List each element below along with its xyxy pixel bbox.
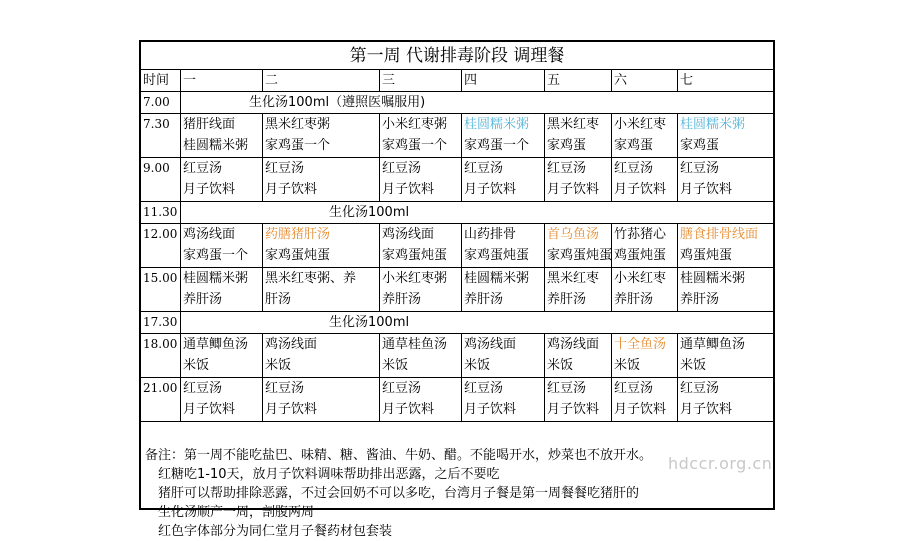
meal-line-main: 红豆汤 <box>265 381 305 396</box>
meal-line-main: 小米红枣粥 <box>382 271 448 286</box>
span-cell: 生化汤100ml <box>329 205 410 220</box>
meal-cell <box>263 158 380 201</box>
meal-line-sub: 米饭 <box>382 358 409 373</box>
schedule-row <box>141 224 773 268</box>
meal-line-main: 红豆汤 <box>547 381 587 396</box>
time-cell: 9.00 <box>141 158 181 201</box>
meal-line-main: 红豆汤 <box>183 381 223 396</box>
meal-cell <box>612 224 678 267</box>
meal-line-sub: 米饭 <box>614 358 641 373</box>
meal-line-main: 红豆汤 <box>680 381 720 396</box>
note-line: 红糖吃1-10天，放月子饮料调味帮助排出恶露，之后不要吃 <box>145 467 500 482</box>
meal-line-sub: 家鸡蛋一个 <box>464 138 530 153</box>
meal-line-sub: 月子饮料 <box>265 402 318 417</box>
meal-cell <box>545 378 612 421</box>
meal-cell <box>380 268 462 311</box>
schedule-row <box>141 158 773 202</box>
meal-cell <box>545 158 612 201</box>
meal-line-main: 药膳猪肝汤 <box>265 227 331 242</box>
meal-line-sub: 鸡蛋炖蛋 <box>680 248 733 263</box>
schedule-row <box>141 92 773 114</box>
meal-cell <box>678 334 775 377</box>
meal-line-main: 桂圆糯米粥 <box>183 271 249 286</box>
meal-line-sub: 肝汤 <box>265 292 292 307</box>
meal-cell <box>545 334 612 377</box>
meal-line-sub: 月子饮料 <box>680 182 733 197</box>
schedule-row <box>141 202 773 224</box>
meal-line-sub: 养肝汤 <box>680 292 720 307</box>
meal-line-sub: 养肝汤 <box>614 292 654 307</box>
note-line: 生化汤顺产一周，剖腹两周 <box>145 505 315 520</box>
meal-cell <box>678 224 775 267</box>
meal-cell <box>181 334 263 377</box>
meal-line-main: 鸡汤线面 <box>183 227 236 242</box>
meal-line-sub: 养肝汤 <box>547 292 587 307</box>
meal-cell <box>462 334 545 377</box>
schedule-row <box>141 114 773 158</box>
meal-cell <box>678 158 775 201</box>
meal-line-sub: 米饭 <box>265 358 292 373</box>
meal-line-sub: 养肝汤 <box>382 292 422 307</box>
time-cell: 11.30 <box>141 202 181 223</box>
meal-line-sub: 家鸡蛋 <box>614 138 654 153</box>
header-day: 二 <box>263 70 380 91</box>
meal-cell <box>545 114 612 157</box>
meal-line-main: 红豆汤 <box>547 161 587 176</box>
meal-cell <box>462 114 545 157</box>
meal-line-main: 红豆汤 <box>382 381 422 396</box>
meal-cell <box>263 378 380 421</box>
time-cell: 21.00 <box>141 378 181 421</box>
meal-line-main: 红豆汤 <box>614 161 654 176</box>
note-line: 备注：第一周不能吃盐巴、味精、糖、酱油、牛奶、醋。不能喝开水，炒菜也不放开水。 <box>145 448 653 463</box>
note-line: 猪肝可以帮助排除恶露，不过会回奶不可以多吃，台湾月子餐是第一周餐餐吃猪肝的 <box>145 486 640 501</box>
meal-line-main: 首乌鱼汤 <box>547 227 600 242</box>
meal-line-main: 鸡汤线面 <box>464 337 517 352</box>
meal-line-sub: 月子饮料 <box>547 182 600 197</box>
meal-line-sub: 家鸡蛋 <box>680 138 720 153</box>
meal-cell <box>380 224 462 267</box>
meal-line-main: 红豆汤 <box>614 381 654 396</box>
meal-cell <box>462 378 545 421</box>
meal-line-sub: 月子饮料 <box>183 402 236 417</box>
note-line: 红色字体部分为同仁堂月子餐药材包套装 <box>145 524 393 539</box>
meal-line-main: 鸡汤线面 <box>547 337 600 352</box>
meal-line-main: 黑米红枣粥、养 <box>265 271 357 286</box>
meal-cell <box>181 114 263 157</box>
watermark-text: hdccr.org.cn <box>668 454 773 473</box>
meal-cell <box>678 114 775 157</box>
meal-cell <box>181 268 263 311</box>
meal-line-main: 通草桂鱼汤 <box>382 337 448 352</box>
page-title: 第一周 代谢排毒阶段 调理餐 <box>141 42 773 70</box>
meal-line-main: 红豆汤 <box>464 381 504 396</box>
meal-line-sub: 家鸡蛋一个 <box>382 138 448 153</box>
meal-line-sub: 米饭 <box>547 358 574 373</box>
meal-line-main: 小米红枣 <box>614 271 667 286</box>
meal-line-sub: 家鸡蛋炖蛋 <box>382 248 448 263</box>
meal-line-sub: 家鸡蛋炖蛋 <box>265 248 331 263</box>
header-day: 七 <box>680 73 694 88</box>
meal-cell <box>462 268 545 311</box>
meal-line-main: 通草鲫鱼汤 <box>183 337 249 352</box>
meal-line-sub: 月子饮料 <box>464 182 517 197</box>
meal-line-main: 桂圆糯米粥 <box>464 117 530 132</box>
header-row <box>141 70 773 92</box>
meal-line-main: 红豆汤 <box>265 161 305 176</box>
meal-line-main: 山药排骨 <box>464 227 517 242</box>
meal-line-main: 通草鲫鱼汤 <box>680 337 746 352</box>
meal-line-sub: 鸡蛋炖蛋 <box>614 248 667 263</box>
meal-cell <box>545 224 612 267</box>
meal-line-main: 桂圆糯米粥 <box>680 271 746 286</box>
meal-line-sub: 月子饮料 <box>265 182 318 197</box>
meal-line-main: 十全鱼汤 <box>614 337 667 352</box>
header-day: 四 <box>462 70 545 91</box>
meal-line-sub: 月子饮料 <box>680 402 733 417</box>
meal-line-sub: 米饭 <box>680 358 707 373</box>
header-time: 时间 <box>141 70 181 91</box>
meal-plan-table <box>139 40 775 539</box>
header-day: 一 <box>181 70 263 91</box>
meal-cell <box>380 378 462 421</box>
meal-line-sub: 家鸡蛋炖蛋 <box>547 248 613 263</box>
meal-cell <box>612 158 678 201</box>
meal-cell <box>181 378 263 421</box>
meal-cell <box>380 114 462 157</box>
schedule-row <box>141 334 773 378</box>
meal-cell <box>462 158 545 201</box>
meal-cell <box>545 268 612 311</box>
meal-cell <box>612 114 678 157</box>
meal-cell <box>678 268 775 311</box>
meal-line-main: 红豆汤 <box>464 161 504 176</box>
meal-line-main: 竹荪猪心 <box>614 227 667 242</box>
meal-line-main: 黑米红枣粥 <box>265 117 331 132</box>
meal-line-main: 桂圆糯米粥 <box>680 117 746 132</box>
meal-line-main: 黑米红枣 <box>547 117 600 132</box>
time-cell: 17.30 <box>141 312 181 333</box>
meal-line-sub: 家鸡蛋一个 <box>183 248 249 263</box>
meal-line-main: 鸡汤线面 <box>382 227 435 242</box>
meal-line-sub: 月子饮料 <box>183 182 236 197</box>
schedule-row <box>141 378 773 422</box>
meal-line-sub: 家鸡蛋炖蛋 <box>464 248 530 263</box>
meal-cell <box>462 224 545 267</box>
meal-line-sub: 月子饮料 <box>464 402 517 417</box>
meal-line-sub: 月子饮料 <box>382 182 435 197</box>
span-cell: 生化汤100ml <box>329 315 410 330</box>
meal-line-sub: 月子饮料 <box>614 402 667 417</box>
meal-cell <box>612 378 678 421</box>
meal-cell <box>612 334 678 377</box>
meal-line-sub: 月子饮料 <box>614 182 667 197</box>
meal-line-sub: 养肝汤 <box>464 292 504 307</box>
meal-cell <box>263 224 380 267</box>
meal-line-main: 桂圆糯米粥 <box>464 271 530 286</box>
meal-line-main: 小米红枣 <box>614 117 667 132</box>
header-day: 五 <box>545 70 612 91</box>
meal-cell <box>181 158 263 201</box>
meal-cell <box>612 268 678 311</box>
meal-line-main: 小米红枣粥 <box>382 117 448 132</box>
meal-line-sub: 米饭 <box>464 358 491 373</box>
meal-line-main: 膳食排骨线面 <box>680 227 759 242</box>
meal-line-sub: 米饭 <box>183 358 210 373</box>
span-cell: 生化汤100ml（遵照医嘱服用) <box>249 95 426 110</box>
meal-line-sub: 桂圆糯米粥 <box>183 138 249 153</box>
meal-cell <box>380 334 462 377</box>
meal-line-main: 红豆汤 <box>680 161 720 176</box>
meal-line-main: 猪肝线面 <box>183 117 236 132</box>
time-cell: 15.00 <box>141 268 181 311</box>
meal-cell <box>263 334 380 377</box>
meal-line-main: 红豆汤 <box>183 161 223 176</box>
meal-cell <box>678 378 775 421</box>
meal-cell <box>181 224 263 267</box>
meal-line-main: 黑米红枣 <box>547 271 600 286</box>
time-cell: 18.00 <box>141 334 181 377</box>
meal-line-sub: 月子饮料 <box>547 402 600 417</box>
meal-line-main: 鸡汤线面 <box>265 337 318 352</box>
meal-cell <box>263 114 380 157</box>
schedule-row <box>141 268 773 312</box>
meal-line-main: 红豆汤 <box>382 161 422 176</box>
header-day: 三 <box>380 70 462 91</box>
time-cell: 12.00 <box>141 224 181 267</box>
time-cell: 7.00 <box>141 92 181 113</box>
meal-line-sub: 养肝汤 <box>183 292 223 307</box>
meal-line-sub: 家鸡蛋 <box>547 138 587 153</box>
meal-line-sub: 家鸡蛋一个 <box>265 138 331 153</box>
meal-cell <box>263 268 380 311</box>
schedule-row <box>141 312 773 334</box>
meal-line-sub: 月子饮料 <box>382 402 435 417</box>
time-cell: 7.30 <box>141 114 181 157</box>
meal-cell <box>380 158 462 201</box>
header-day: 六 <box>612 70 678 91</box>
